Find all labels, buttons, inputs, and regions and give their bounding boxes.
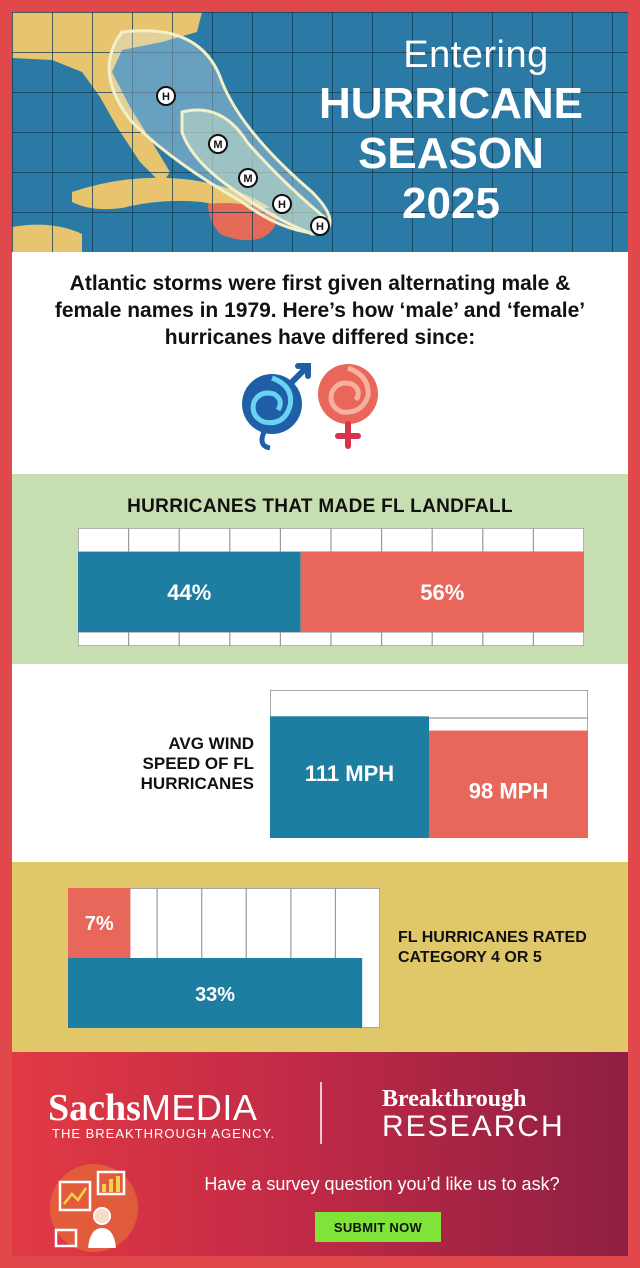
intro-section	[12, 252, 628, 474]
marker-m-1: M	[213, 139, 223, 151]
wind-speed-chart-title: AVG WIND SPEED OF FL HURRICANES	[140, 734, 254, 793]
gender-hurricane-icons	[236, 356, 386, 450]
marker-h-2: H	[278, 199, 286, 211]
landfall-label-female: 56%	[420, 580, 465, 605]
logo-sachs: Sachs	[48, 1087, 141, 1129]
marker-h-1: H	[162, 91, 170, 103]
wind-speed-label-female: 98 MPH	[468, 778, 549, 804]
header	[12, 12, 628, 252]
title-line-2: HURRICANE	[319, 79, 583, 128]
male-hurricane-icon	[242, 366, 308, 448]
category-section	[12, 862, 628, 1052]
category-chart	[68, 888, 380, 1028]
wind-speed-section	[12, 664, 628, 862]
landfall-chart	[78, 528, 584, 646]
survey-prompt: Have a survey question you’d like us to ask?	[204, 1174, 560, 1194]
logo-breakthrough: Breakthrough	[382, 1086, 527, 1112]
female-hurricane-icon	[318, 364, 378, 446]
submit-now-button[interactable]: SUBMIT NOW	[315, 1212, 441, 1242]
title-line-4: 2025	[402, 179, 500, 228]
sachs-media-logo[interactable]	[48, 1086, 257, 1130]
survey-analytics-icon	[46, 1160, 142, 1256]
logo-research: RESEARCH	[382, 1110, 565, 1143]
logo-divider	[320, 1082, 322, 1144]
landfall-chart-title: HURRICANES THAT MADE FL LANDFALL	[127, 496, 513, 517]
wind-speed-label-male: 111 MPH	[304, 761, 395, 787]
footer	[12, 1052, 628, 1268]
logo-media: MEDIA	[140, 1087, 258, 1128]
category-label-male: 33%	[195, 984, 236, 1006]
category-chart-title: FL HURRICANES RATED CATEGORY 4 OR 5	[398, 929, 587, 966]
title-line-1: Entering	[403, 34, 549, 76]
landfall-section	[12, 474, 628, 664]
intro-text: Atlantic storms were first given alternating male & female names in 1979. Here’s how ‘male’ and ‘female’ hurricanes have differed since:	[54, 272, 586, 349]
landfall-label-male: 44%	[167, 580, 212, 605]
marker-m-2: M	[243, 173, 253, 185]
logo-tagline: THE BREAKTHROUGH AGENCY.	[52, 1126, 276, 1141]
marker-h-3: H	[316, 221, 324, 233]
category-label-female: 7%	[84, 913, 114, 935]
title-line-3: SEASON	[358, 129, 544, 178]
wind-speed-chart	[270, 690, 588, 838]
